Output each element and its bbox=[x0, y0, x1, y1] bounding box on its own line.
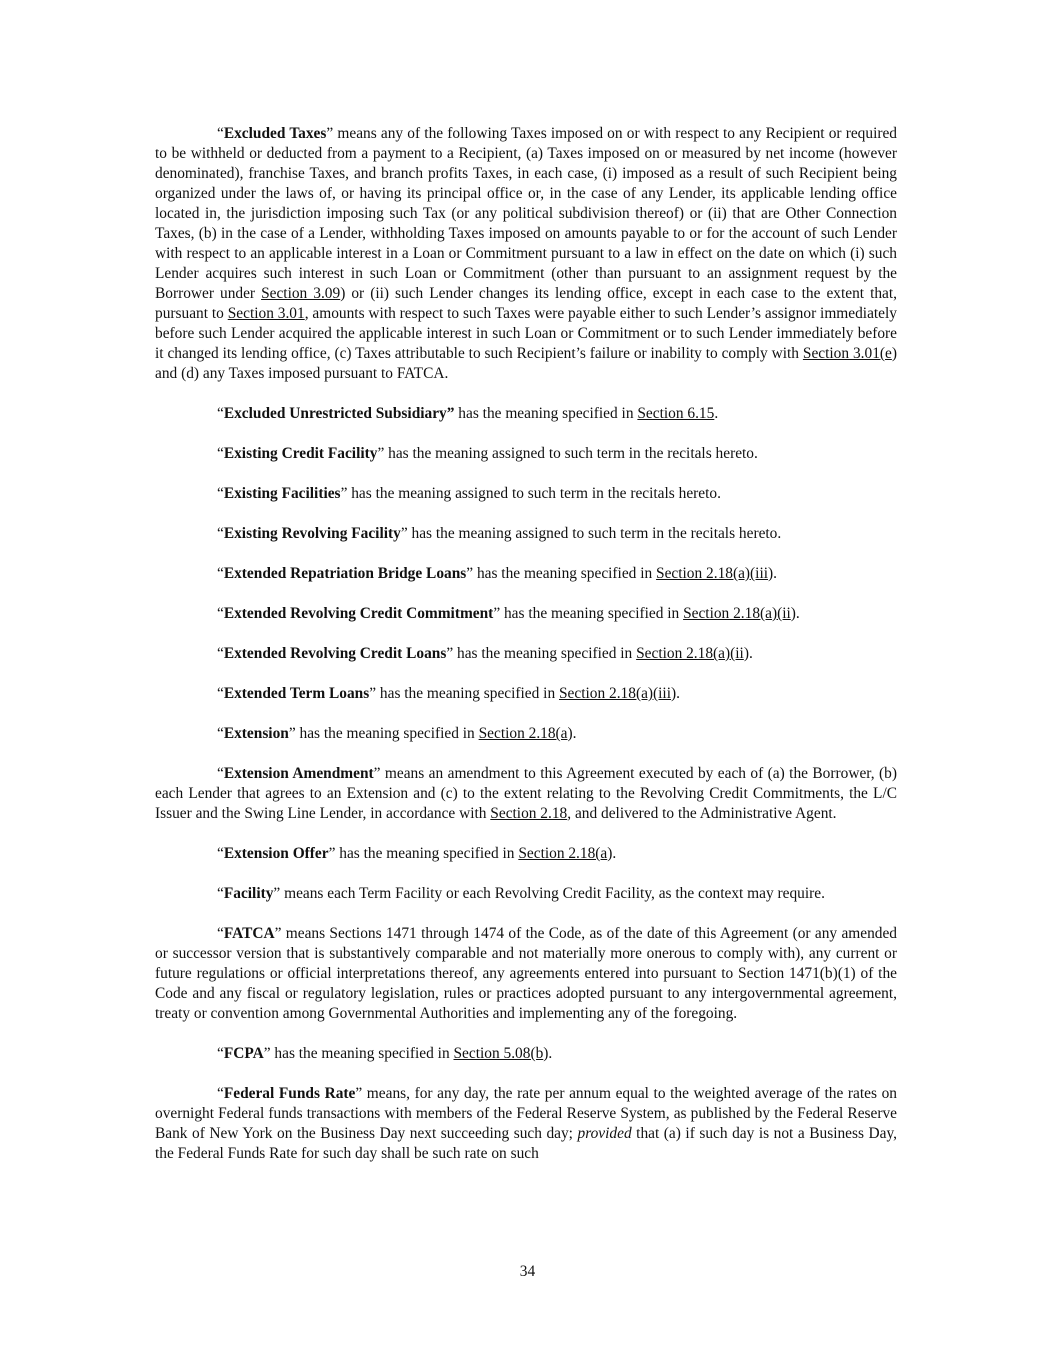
definition-excluded-unrestricted-subsidiary: “Excluded Unrestricted Subsidiary” has the meaning specified in Section 6.15. bbox=[217, 405, 719, 422]
definition-fcpa: “FCPA” has the meaning specified in Section 5.08(b). bbox=[217, 1045, 553, 1062]
term-existing-revolving-facility: Existing Revolving Facility bbox=[223, 525, 401, 542]
section-ref-2-18-a[interactable]: Section 2.18(a bbox=[518, 845, 608, 862]
term-extension-amendment: Extension Amendment bbox=[223, 765, 374, 782]
section-ref-5-08-b[interactable]: Section 5.08(b bbox=[453, 1045, 544, 1062]
definition-excluded-taxes: “Excluded Taxes” means any of the following Taxes imposed on or with respect to any Recipient or required to be withheld or deducted from a payment to a Recipient, (a) Taxes imposed on or measured by net income (however denominated), franchise Taxes, and branch profits Taxes, in each case, (i) imposed as a result of such Recipient being organized under the laws of, or having its principal office or, in the case of any Lender, its applicable lending office located in, the jurisdiction imposing such Tax (or any political subdivision thereof) or (ii) that are Other Connection Taxes, (b) in the case of a Lender, withholding Taxes imposed on amounts payable to or for the account of such Lender with respect to an applicable interest in a Loan or Commitment pursuant to a law in effect on the date on which (i) such Lender acquires such interest in such Loan or Commitment (other than pursuant to an assignment request by the Borrower under Section 3.09) or (ii) such Lender changes its lending office, except in each case to the extent that, pursuant to Section 3.01, amounts with respect to such Taxes were payable either to such Lender’s assignor immediately before such Lender acquired the applicable interest in such Loan or Commitment or to such Lender immediately before it changed its lending office, (c) Taxes attributable to such Recipient’s failure or inability to comply with Section 3.01(e) and (d) any Taxes imposed pursuant to FATCA. bbox=[155, 125, 897, 382]
definition-extended-repatriation-bridge-loans: “Extended Repatriation Bridge Loans” has the meaning specified in Section 2.18(a)(iii). bbox=[217, 565, 777, 582]
definition-federal-funds-rate: “Federal Funds Rate” means, for any day, the rate per annum equal to the weighted average of the rates on overnight Federal funds transactions with members of the Federal Reserve System, as published by the Federal Reserve Bank of New York on the Business Day next succeeding such day; provided that (a) if such day is not a Business Day, the Federal Funds Rate for such day shall be such rate on such bbox=[155, 1085, 897, 1162]
definition-existing-facilities: “Existing Facilities” has the meaning assigned to such term in the recitals hereto. bbox=[217, 485, 721, 502]
section-ref-2-18[interactable]: Section 2.18 bbox=[490, 805, 568, 822]
definition-extended-revolving-credit-commitment: “Extended Revolving Credit Commitment” has the meaning specified in Section 2.18(a)(ii). bbox=[217, 605, 800, 622]
term-existing-facilities: Existing Facilities bbox=[223, 485, 341, 502]
term-federal-funds-rate: Federal Funds Rate bbox=[223, 1085, 356, 1102]
section-ref-6-15[interactable]: Section 6.15 bbox=[637, 405, 715, 422]
definition-extension: “Extension” has the meaning specified in Section 2.18(a). bbox=[217, 725, 577, 742]
term-extended-revolving-credit-commitment: Extended Revolving Credit Commitment bbox=[223, 605, 494, 622]
definition-existing-revolving-facility: “Existing Revolving Facility” has the meaning assigned to such term in the recitals hereto. bbox=[217, 525, 782, 542]
definition-facility: “Facility” means each Term Facility or each Revolving Credit Facility, as the context may require. bbox=[217, 885, 825, 902]
page-number: 34 bbox=[519, 1263, 536, 1280]
document-page bbox=[155, 124, 897, 1184]
section-ref-2-18-a-ii[interactable]: Section 2.18(a)(ii bbox=[636, 645, 744, 662]
definition-extended-term-loans: “Extended Term Loans” has the meaning specified in Section 2.18(a)(iii). bbox=[217, 685, 680, 702]
section-ref-2-18-a-iii[interactable]: Section 2.18(a)(iii bbox=[656, 565, 769, 582]
term-fatca: FATCA bbox=[223, 925, 275, 942]
definition-fatca: “FATCA” means Sections 1471 through 1474 of the Code, as of the date of this Agreement (or any amended or successor version that is substantively comparable and not materially more onerous to comply with), any current or future regulations or official interpretations thereof, any agreements entered into pursuant to Section 1471(b)(1) of the Code and any fiscal or regulatory legislation, rules or practices adopted pursuant to any intergovernmental agreement, treaty or convention among Governmental Authorities and implementing any of the foregoing. bbox=[155, 925, 897, 1022]
term-existing-credit-facility: Existing Credit Facility bbox=[223, 445, 378, 462]
term-extended-term-loans: Extended Term Loans bbox=[223, 685, 370, 702]
term-excluded-unrestricted-subsidiary: Excluded Unrestricted Subsidiary” bbox=[223, 405, 455, 422]
term-extension: Extension bbox=[223, 725, 289, 742]
section-ref-3-01[interactable]: Section 3.01 bbox=[227, 305, 305, 322]
definition-extension-amendment: “Extension Amendment” means an amendment to this Agreement executed by each of (a) the Borrower, (b) each Lender that agrees to an Extension and (c) to the extent relating to the Revolving Credit Commitments, the L/C Issuer and the Swing Line Lender, in accordance with Section 2.18, and delivered to the Administrative Agent. bbox=[155, 765, 898, 822]
term-extended-repatriation-bridge-loans: Extended Repatriation Bridge Loans bbox=[223, 565, 467, 582]
section-ref-2-18-a-ii[interactable]: Section 2.18(a)(ii bbox=[683, 605, 791, 622]
section-ref-2-18-a[interactable]: Section 2.18(a bbox=[478, 725, 568, 742]
term-excluded-taxes: Excluded Taxes bbox=[223, 125, 327, 142]
definition-existing-credit-facility: “Existing Credit Facility” has the meaning assigned to such term in the recitals hereto. bbox=[217, 445, 758, 462]
proviso-italic: provided bbox=[577, 1125, 632, 1142]
term-facility: Facility bbox=[223, 885, 274, 902]
definition-extension-offer: “Extension Offer” has the meaning specified in Section 2.18(a). bbox=[217, 845, 617, 862]
section-ref-3-09[interactable]: Section 3.09 bbox=[261, 285, 341, 302]
term-fcpa: FCPA bbox=[223, 1045, 264, 1062]
term-extended-revolving-credit-loans: Extended Revolving Credit Loans bbox=[223, 645, 447, 662]
section-ref-2-18-a-iii[interactable]: Section 2.18(a)(iii bbox=[559, 685, 671, 702]
term-extension-offer: Extension Offer bbox=[223, 845, 329, 862]
definition-extended-revolving-credit-loans: “Extended Revolving Credit Loans” has the meaning specified in Section 2.18(a)(ii). bbox=[217, 645, 753, 662]
section-ref-3-01-e[interactable]: Section 3.01(e bbox=[802, 345, 892, 362]
